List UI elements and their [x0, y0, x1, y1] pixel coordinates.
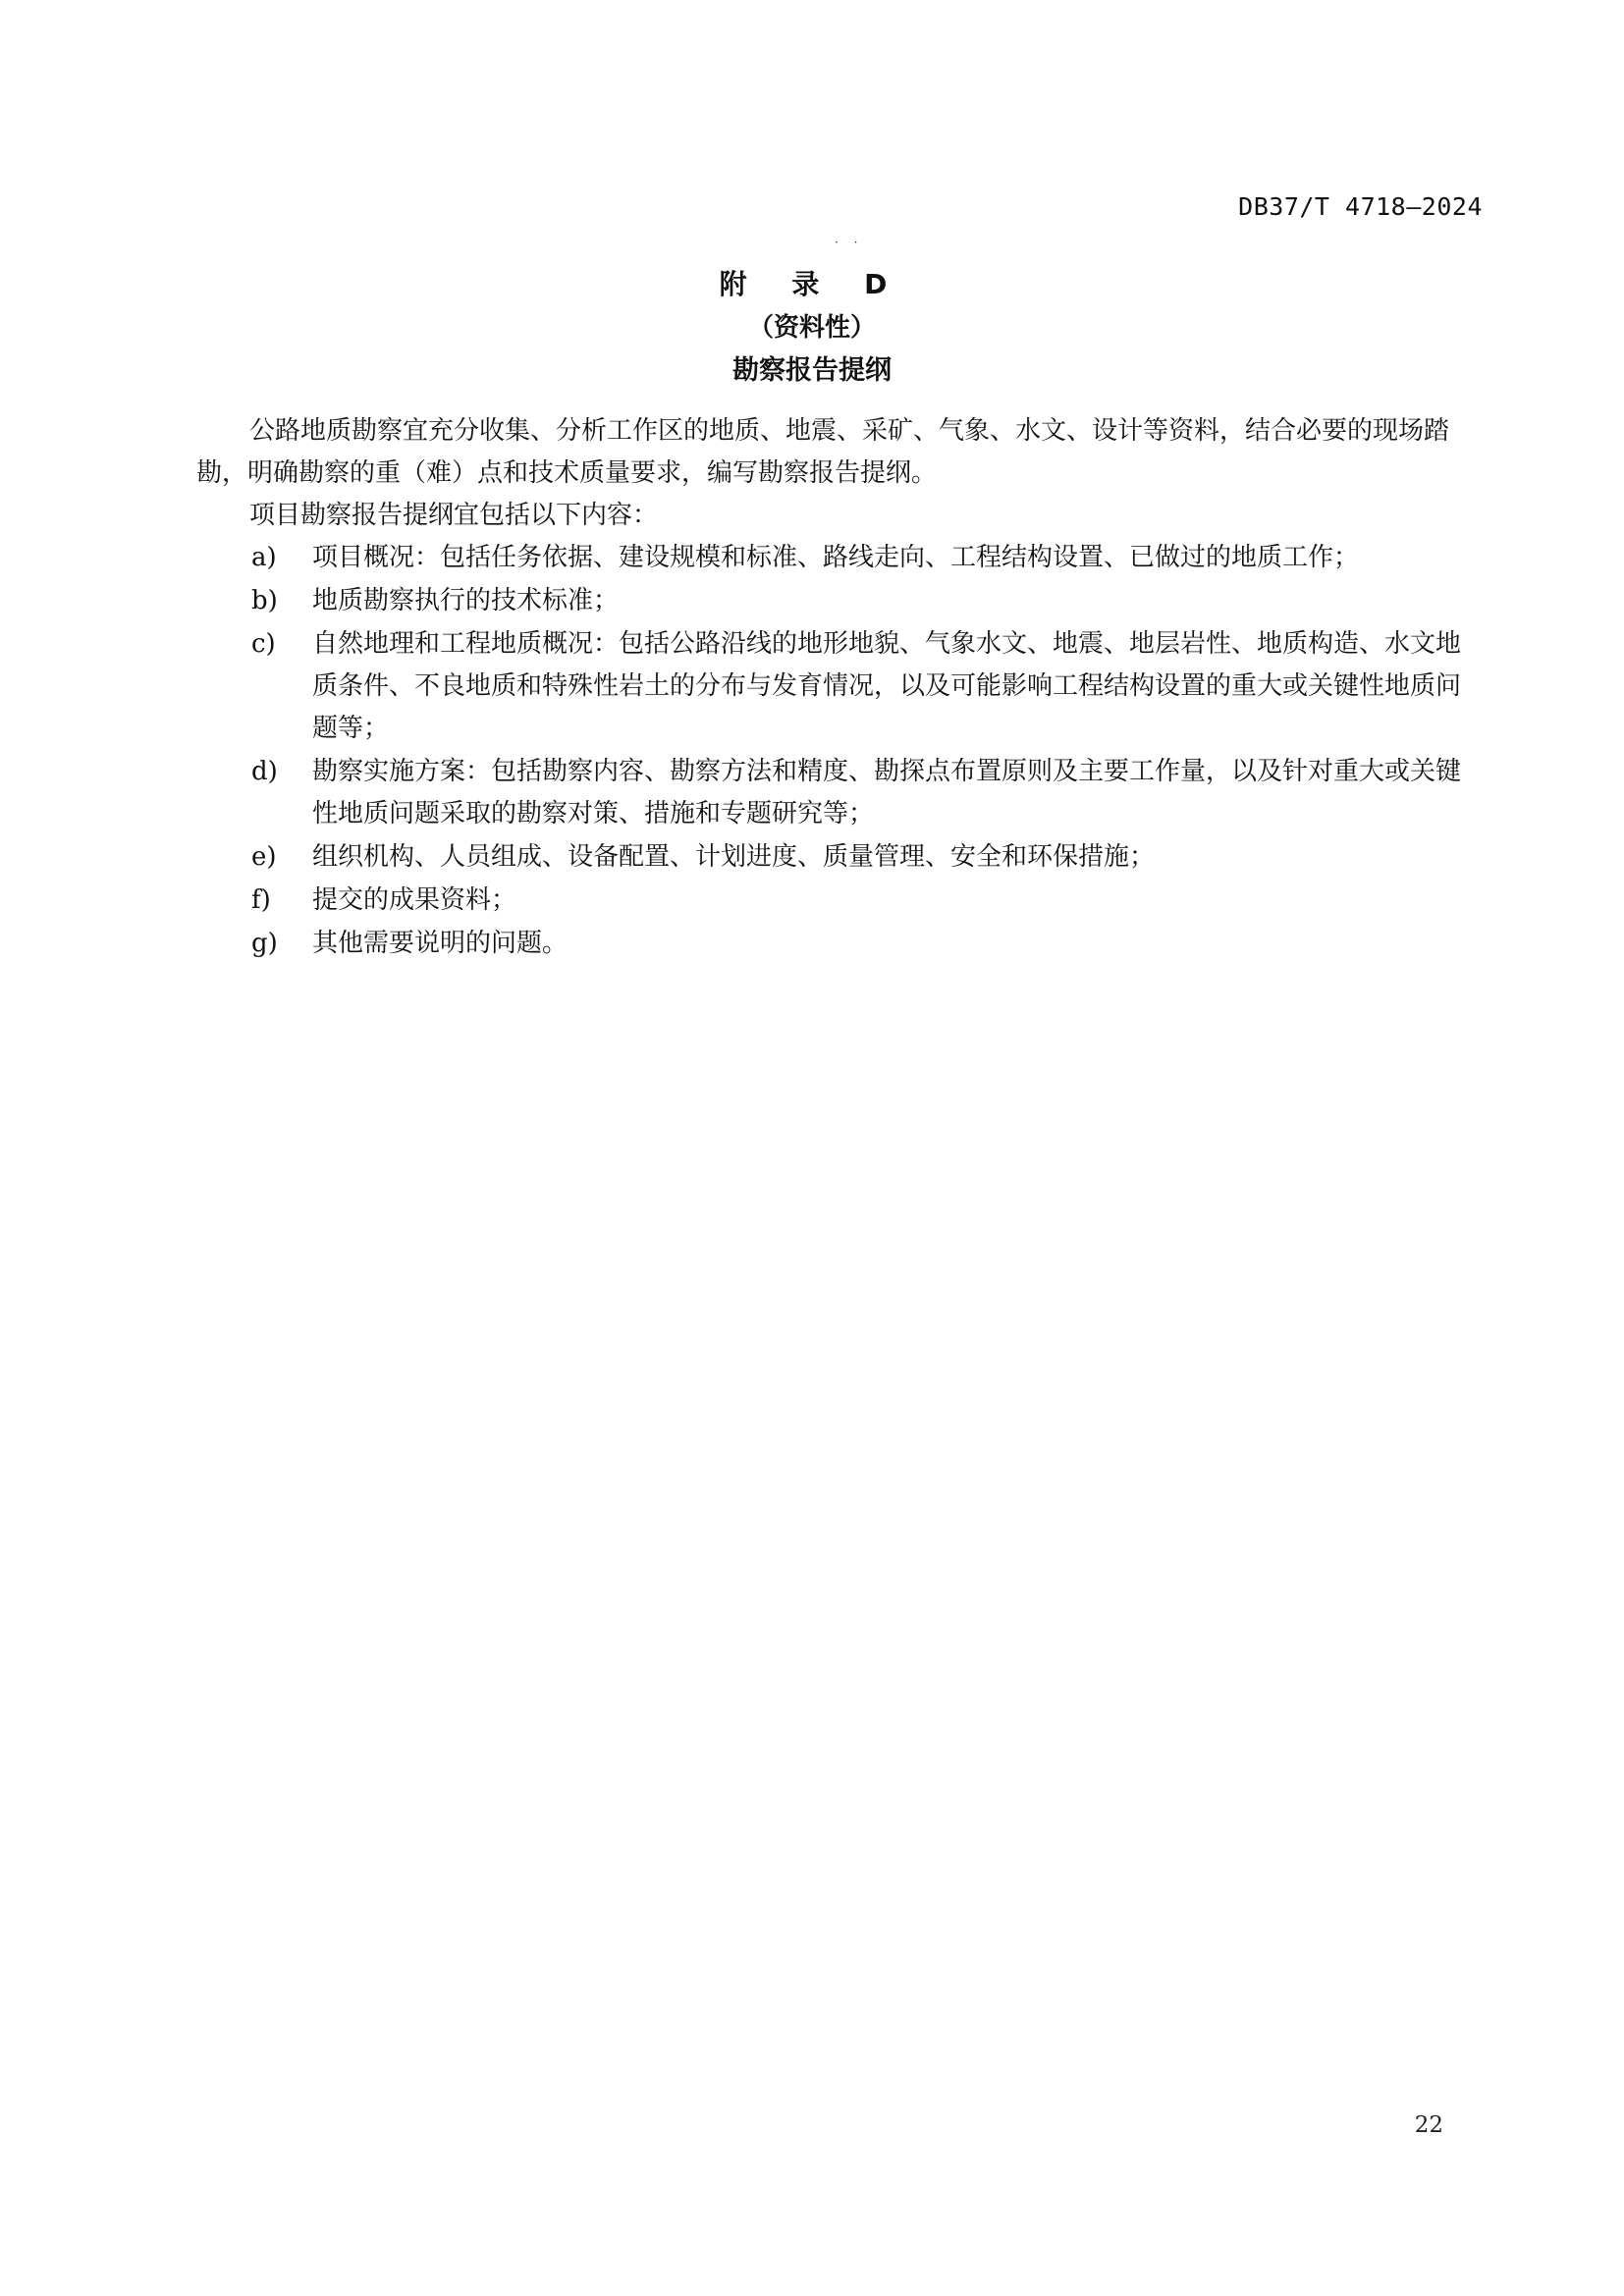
page-number: 22 [1414, 2112, 1443, 2138]
appendix-title: 附 录 D [719, 268, 905, 300]
list-item-marker: g) [251, 929, 278, 958]
list-item [196, 537, 1483, 579]
appendix-nature: （资料性） [747, 313, 876, 343]
standard-code: DB37/T 4718—2024 [1238, 192, 1483, 221]
list-item [196, 751, 1483, 835]
list-item-text: 自然地理和工程地质概况：包括公路沿线的地形地貌、气象水文、地震、地层岩性、地质构造、水文地质条件、不良地质和特殊性岩土的分布与发育情况，以及可能影响工程结构设置的重大或关键性地质问题等； [312, 629, 1462, 743]
decorative-dots: · · [835, 236, 864, 249]
list-item-text: 组织机构、人员组成、设备配置、计划进度、质量管理、安全和环保措施； [312, 842, 1156, 872]
list-item-text: 其他需要说明的问题。 [312, 929, 568, 958]
list-item-marker: d) [251, 757, 278, 786]
appendix-heading: 勘察报告提纲 [732, 355, 892, 386]
list-item-marker: a) [251, 543, 277, 572]
list-item-marker: c) [251, 629, 276, 659]
list-item-text: 地质勘察执行的技术标准； [312, 586, 620, 615]
list-item-text: 项目概况：包括任务依据、建设规模和标准、路线走向、工程结构设置、已做过的地质工作； [312, 543, 1360, 572]
list-item [196, 623, 1483, 750]
list-lead-paragraph: 项目勘察报告提纲宜包括以下内容： [249, 501, 659, 530]
intro-paragraph: 公路地质勘察宜充分收集、分析工作区的地质、地震、采矿、气象、水文、设计等资料，结合必要的现场踏勘，明确勘察的重（难）点和技术质量要求，编写勘察报告提纲。 [196, 416, 1450, 488]
list-item [196, 580, 1483, 622]
list-item-marker: b) [251, 586, 278, 615]
list-item [196, 836, 1483, 879]
list-item-text: 勘察实施方案：包括勘察内容、勘察方法和精度、勘探点布置原则及主要工作量，以及针对重大或关键性地质问题采取的勘察对策、措施和专题研究等； [312, 757, 1462, 828]
list-item-marker: e) [251, 842, 277, 872]
list-item [196, 923, 1483, 965]
document-body [196, 410, 1483, 965]
list-item-text: 提交的成果资料； [312, 885, 517, 915]
list-item-marker: f) [251, 885, 271, 915]
appendix-header [0, 263, 1624, 393]
list-item [196, 880, 1483, 922]
